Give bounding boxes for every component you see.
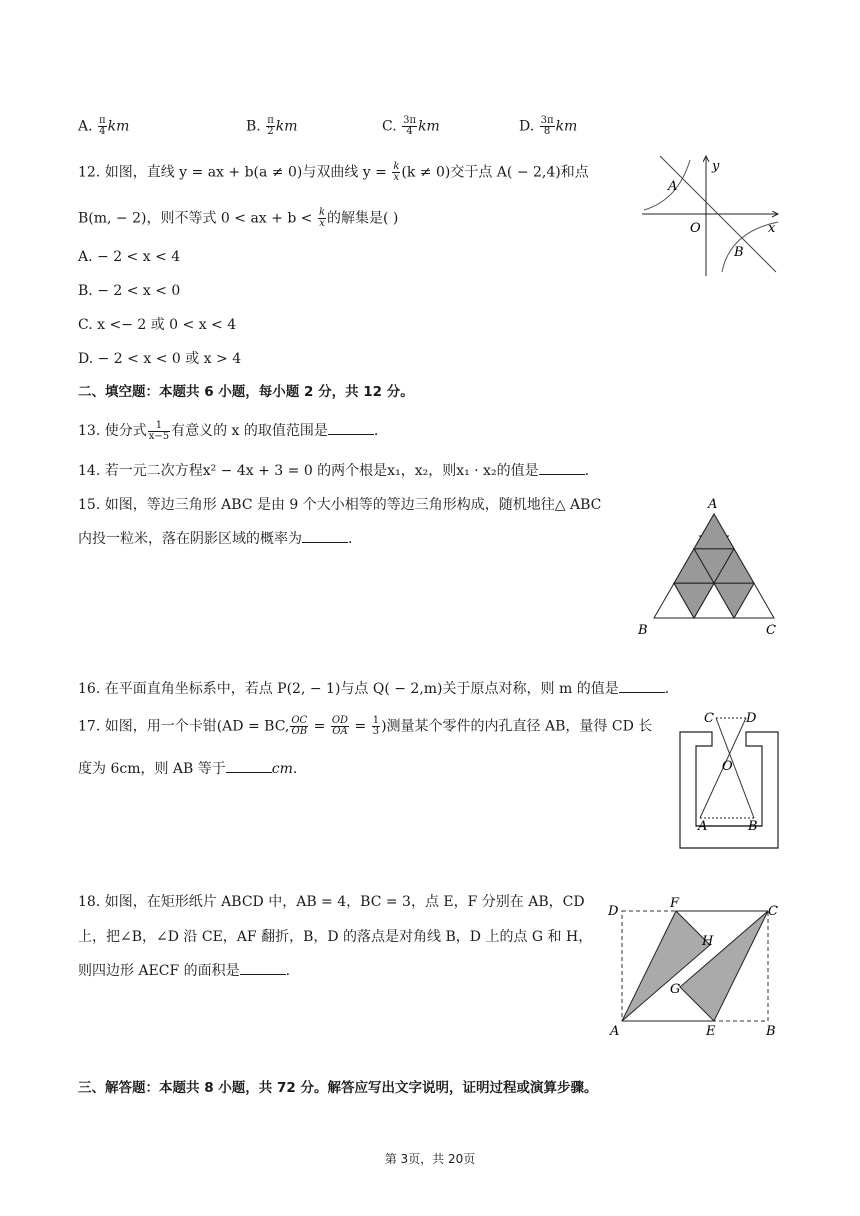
q18-figure	[604, 893, 784, 1039]
q16: 16. 在平面直角坐标系中，若点 P(2, − 1)与点 Q( − 2,m)关于原点对称，则 m 的值是 .	[78, 678, 669, 699]
label-y: y	[712, 159, 720, 174]
label-o: O	[690, 221, 701, 236]
label-b: B	[766, 1024, 776, 1039]
label-f: F	[670, 896, 680, 911]
q15-answer-blank[interactable]	[302, 528, 348, 543]
q12-option-d: D. − 2 < x < 0 或 x > 4	[78, 351, 242, 367]
label-e: E	[706, 1024, 716, 1039]
label-b: B	[734, 245, 744, 260]
q17-line1: 17. 如图，用一个卡钳(AD = BC, $\frac{OC}{OB}$ = $\frac{OD}{OA}$ = $\frac{1}{3}$ )测量某个零件的内孔直径 AB，量得 CD 长	[78, 715, 653, 737]
label-c: C	[768, 904, 778, 919]
q13-answer-blank[interactable]	[328, 420, 374, 435]
q12-option-a: A. − 2 < x < 4	[78, 249, 181, 265]
rectangle-abcd	[622, 911, 768, 1021]
q18-line3: 则四边形 AECF 的面积是 .	[78, 960, 290, 981]
q12-figure	[638, 152, 783, 280]
q11-option-c: C. $\frac{3\pi}{4}$ km	[382, 115, 440, 137]
q12-line2: B(m, − 2)，则不等式 0 < ax + b < $\frac{k}{x}$ 的解集是( )	[78, 207, 399, 229]
q15-line2: 内投一粒米，落在阴影区域的概率为 .	[78, 528, 352, 549]
label-o: O	[722, 759, 733, 774]
q11-option-a: A. $\frac{\pi}{4}$ km	[78, 115, 130, 137]
q14-answer-blank[interactable]	[539, 460, 585, 475]
q12-option-c: C. x <− 2 或 0 < x < 4	[78, 317, 237, 333]
q18-answer-blank[interactable]	[240, 960, 286, 975]
q17-answer-blank[interactable]	[226, 758, 272, 773]
label-b: B	[748, 819, 758, 834]
label-a: A	[668, 179, 678, 194]
label-b: B	[638, 623, 648, 638]
label-h: H	[702, 934, 714, 949]
page-footer: 第 3页，共 20页	[384, 1152, 476, 1166]
label-c: C	[766, 623, 776, 638]
label-c: C	[704, 711, 714, 726]
label-g: G	[670, 982, 681, 997]
q13: 13. 使分式 $\frac{1}{x-5}$ 有意义的 x 的取值范围是 .	[78, 419, 379, 442]
label-x: x	[768, 221, 776, 236]
section2-title: 二、填空题：本题共 6 小题，每小题 2 分，共 12 分。	[78, 384, 414, 400]
hyperbola-branch-left	[644, 160, 690, 210]
q15-figure	[634, 494, 784, 642]
section3-title: 三、解答题：本题共 8 小题，共 72 分。解答应写出文字说明，证明过程或演算步骤。	[78, 1080, 598, 1096]
q18-line1: 18. 如图，在矩形纸片 ABCD 中，AB = 4，BC = 3，点 E，F 分别在 AB，CD	[78, 894, 585, 910]
q12-option-b: B. − 2 < x < 0	[78, 283, 181, 299]
q11-option-b: B. $\frac{\pi}{2}$ km	[246, 115, 298, 137]
q15-line1: 15. 如图，等边三角形 ABC 是由 9 个大小相等的等边三角形构成，随机地往△ ABC	[78, 497, 602, 513]
label-a: A	[698, 819, 708, 834]
q17-line2: 度为 6cm，则 AB 等于 cm.	[78, 758, 297, 779]
label-a: A	[708, 497, 718, 512]
q14: 14. 若一元二次方程x² − 4x + 3 = 0 的两个根是x₁，x₂，则x₁ · x₂的值是 .	[78, 460, 589, 481]
part-outline	[680, 732, 778, 848]
label-a: A	[610, 1024, 620, 1039]
q17-figure	[676, 708, 782, 852]
q11-option-d: D. $\frac{3\pi}{8}$ km	[519, 115, 578, 137]
q16-answer-blank[interactable]	[619, 678, 665, 693]
q12-line1: 12. 如图，直线 y = ax + b(a ≠ 0)与双曲线 y = $\frac{k}{x}$ (k ≠ 0)交于点 A( − 2,4)和点	[78, 161, 589, 183]
q18-line2: 上，把∠B，∠D 沿 CE，AF 翻折，B，D 的落点是对角线 B，D 上的点 G 和 H，	[78, 929, 593, 945]
label-d: D	[608, 904, 619, 919]
label-d: D	[746, 711, 757, 726]
